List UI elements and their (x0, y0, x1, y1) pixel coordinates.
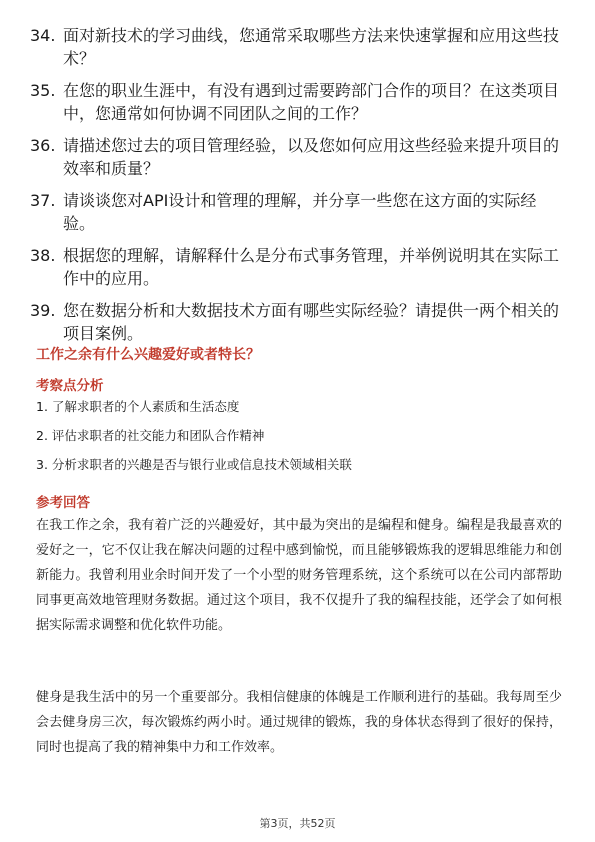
answer-paragraph: 在我工作之余，我有着广泛的兴趣爱好，其中最为突出的是编程和健身。编程是我最喜欢的爱好之一，它不仅让我在解决问题的过程中感到愉悦，而且能够锻炼我的逻辑思维能力和创新能力。我曾利用业余时间开发了一个小型的财务管理系统，这个系统可以在公司内部帮助同事更高效地管理财务数据。通过这个项目，我不仅提升了我的编程技能，还学会了如何根据实际需求调整和优化软件功能。 (36, 518, 562, 633)
analysis-point: 1. 了解求职者的个人素质和生活态度 (36, 399, 240, 414)
section-title: 工作之余有什么兴趣爱好或者特长？ (36, 347, 260, 363)
question-number: 38. (30, 246, 56, 265)
answer-title: 参考回答 (36, 495, 90, 511)
question-number: 37. (30, 191, 56, 210)
question-item (30, 299, 566, 345)
analysis-point: 2. 评估求职者的社交能力和团队合作精神 (36, 428, 265, 443)
page-footer: 第3页，共52页 (259, 817, 336, 830)
question-item (30, 244, 566, 290)
analysis-title: 考察点分析 (36, 378, 104, 394)
answer-paragraph: 健身是我生活中的另一个重要部分。我相信健康的体魄是工作顺利进行的基础。我每周至少会去健身房三次，每次锻炼约两小时。通过规律的锻炼，我的身体状态得到了很好的保持，同时也提高了我的精神集中力和工作效率。 (36, 690, 562, 755)
question-number: 39. (30, 301, 56, 320)
question-text: 请描述您过去的项目管理经验，以及您如何应用这些经验来提升项目的效率和质量？ (63, 136, 560, 178)
question-item (30, 79, 566, 125)
question-item (30, 24, 566, 70)
question-text: 在您的职业生涯中，有没有遇到过需要跨部门合作的项目？在这类项目中，您通常如何协调不同团队之间的工作？ (63, 81, 560, 123)
question-list (30, 24, 566, 354)
question-text: 您在数据分析和大数据技术方面有哪些实际经验？请提供一两个相关的项目案例。 (63, 301, 560, 343)
question-number: 35. (30, 81, 56, 100)
question-item (30, 189, 566, 235)
question-text: 根据您的理解，请解释什么是分布式事务管理，并举例说明其在实际工作中的应用。 (63, 246, 560, 288)
question-item (30, 134, 566, 180)
analysis-points (36, 397, 566, 484)
question-text: 面对新技术的学习曲线，您通常采取哪些方法来快速掌握和应用这些技术？ (63, 26, 560, 68)
question-text: 请谈谈您对API设计和管理的理解，并分享一些您在这方面的实际经验。 (63, 191, 537, 233)
question-number: 34. (30, 26, 56, 45)
analysis-point: 3. 分析求职者的兴趣是否与银行业或信息技术领域相关联 (36, 457, 352, 472)
question-number: 36. (30, 136, 56, 155)
